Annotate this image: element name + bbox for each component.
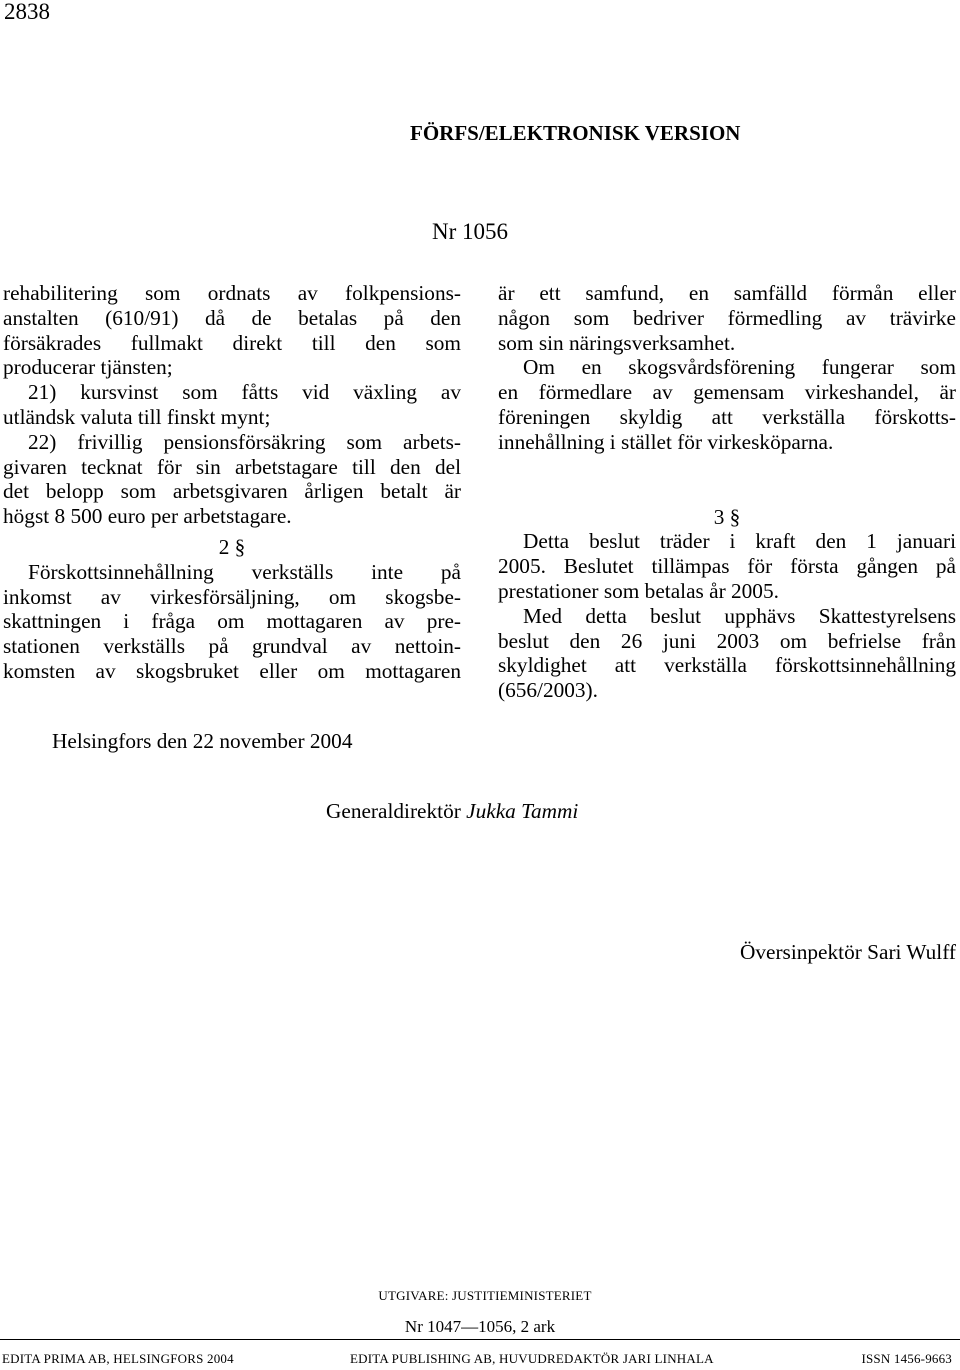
footer-divider: [0, 1339, 960, 1340]
text-line: komsten av skogsbruket eller om mottagaren: [3, 658, 461, 683]
text-line: försäkrades fullmakt direkt till den som: [3, 330, 461, 355]
text-line: inkomst av virkesförsäljning, om skogsbe-: [3, 584, 461, 609]
paragraph-samfund: [498, 281, 956, 355]
text-line: Detta beslut träder i kraft den 1 januari: [523, 529, 956, 554]
text-line: beslut den 26 juni 2003 om befrielse från: [498, 628, 956, 653]
text-line: utländsk valuta till finskt mynt;: [3, 404, 271, 429]
text-line: anstalten (610/91) då de betalas på den: [3, 305, 461, 330]
series-number: Nr 1047—1056, 2 ark: [404, 1317, 556, 1336]
paragraph-ikrafttradande: [498, 529, 956, 603]
paragraph-skogsvardsforening: [498, 355, 956, 454]
issue-number: Nr 1056: [432, 219, 509, 244]
text-line: (656/2003).: [498, 678, 598, 703]
signature-director-general: [326, 797, 578, 825]
footer-printer: EDITA PRIMA AB, HELSINGFORS 2004: [2, 1351, 234, 1366]
text-line: prestationer som betalas år 2005.: [498, 578, 779, 603]
signer-title: Generaldirektör: [326, 799, 461, 823]
paragraph-22: [3, 430, 461, 529]
text-line: givaren tecknat för sin arbetstagare till den del: [3, 454, 461, 479]
text-line: skattningen i fråga om mottagaren av pre-: [3, 609, 461, 634]
text-line: det belopp som arbetsgivaren årligen betalt är: [3, 479, 461, 504]
text-line: Om en skogsvårdsförening fungerar som: [523, 355, 956, 380]
text-line: en förmedlare av gemensam virkeshandel, är: [498, 380, 956, 405]
spacer: [498, 455, 956, 505]
paragraph-upphavs: [498, 604, 956, 703]
signer-name: Jukka Tammi: [466, 799, 579, 823]
text-line: 21) kursvinst som fåtts vid växling av: [28, 380, 461, 405]
paragraph-21: [3, 380, 461, 430]
publication-title: FÖRFS/ELEKTRONISK VERSION: [410, 121, 741, 145]
left-column: [3, 281, 461, 684]
page-number: 2838: [4, 0, 50, 24]
text-line: föreningen skyldig att verkställa förskotts-: [498, 404, 956, 429]
publisher-line: UTGIVARE: JUSTITIEMINISTERIET: [378, 1288, 592, 1303]
paragraph-rehabilitering: [3, 281, 461, 380]
footer-issn: ISSN 1456-9663: [861, 1351, 952, 1366]
text-line: innehållning i stället för virkesköparna.: [498, 429, 834, 454]
text-line: 2005. Beslutet tillämpas för första gången på: [498, 554, 956, 579]
text-line: någon som bedriver förmedling av trävirke: [498, 305, 956, 330]
text-line: Med detta beslut upphävs Skattestyrelsens: [523, 603, 956, 628]
place-and-date: Helsingfors den 22 november 2004: [52, 729, 353, 753]
text-line: producerar tjänsten;: [3, 355, 173, 380]
paragraph-forskott: [3, 560, 461, 684]
footer-editor: EDITA PUBLISHING AB, HUVUDREDAKTÖR JARI LINHALA: [350, 1351, 714, 1366]
text-line: skyldighet att verkställa förskottsinnehållning: [498, 653, 956, 678]
text-line: högst 8 500 euro per arbetstagare.: [3, 504, 292, 529]
text-line: som sin näringsverksamhet.: [498, 330, 736, 355]
right-column: [498, 281, 956, 703]
text-line: är ett samfund, en samfälld förmån eller: [498, 281, 956, 305]
section-3-heading: 3 §: [713, 504, 741, 529]
signature-inspector: Översinpektör Sari Wulff: [739, 940, 956, 964]
text-line: stationen verkställs på grundval av nettoin-: [3, 634, 461, 659]
section-2-heading: 2 §: [218, 534, 246, 559]
text-line: 22) frivillig pensionsförsäkring som arbets-: [28, 429, 461, 454]
text-line: Förskottsinnehållning verkställs inte på: [28, 559, 461, 584]
text-line: rehabilitering som ordnats av folkpensions-: [3, 281, 461, 305]
